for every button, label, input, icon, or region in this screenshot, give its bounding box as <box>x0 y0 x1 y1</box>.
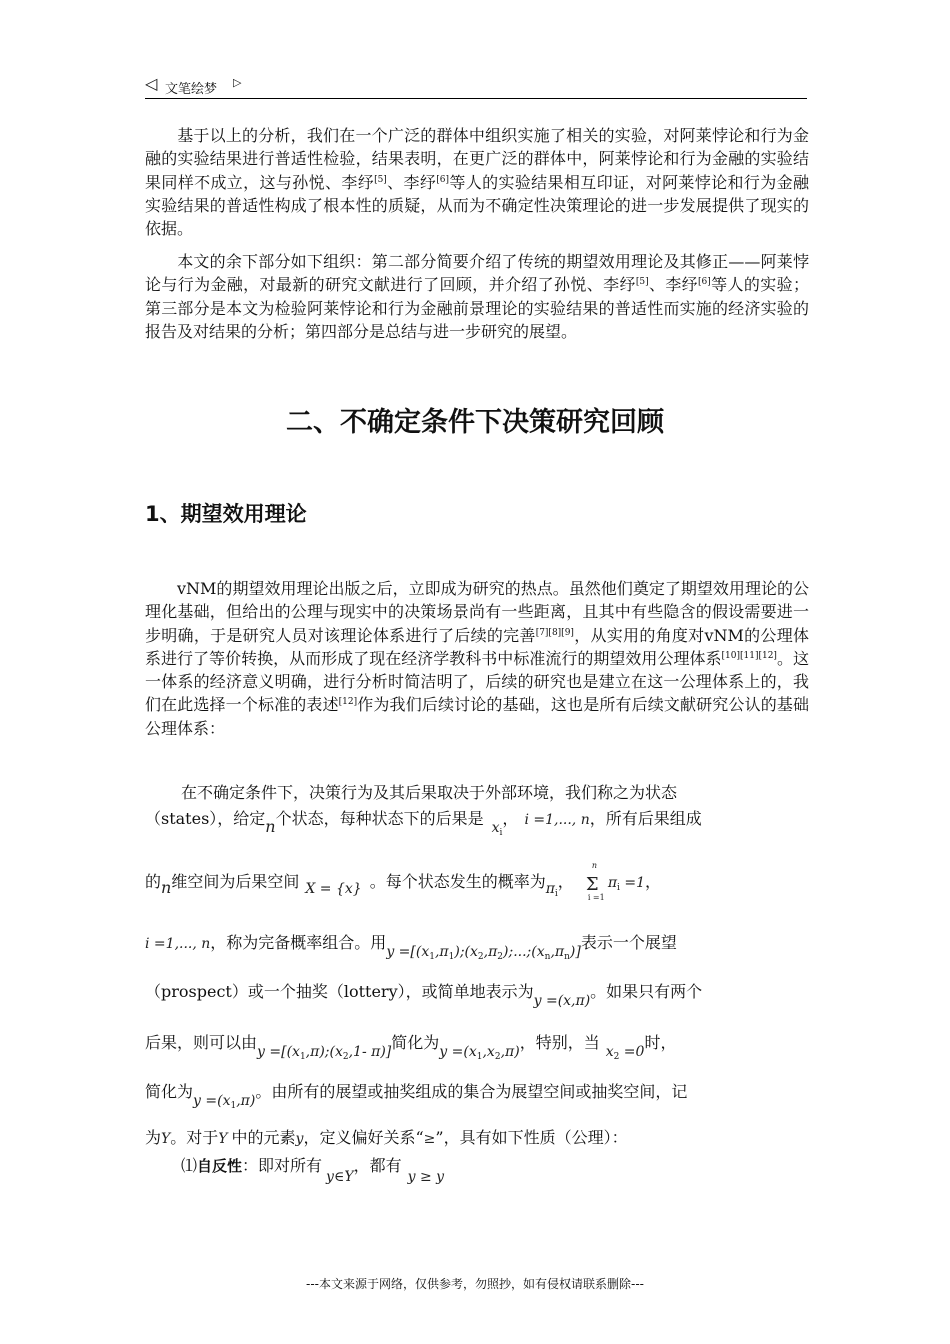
citation: [5] <box>635 277 649 288</box>
body-line-preference: 为Y。对于Y 中的元素y，定义偏好关系“≥”，具有如下性质（公理）： <box>145 1128 628 1147</box>
header-title: 文笔绘梦 <box>165 82 218 97</box>
citation: [12] <box>338 697 358 708</box>
body-line-states: 在不确定条件下，决策行为及其后果取决于外部环境，我们称之为状态 <box>181 783 678 802</box>
body-line-outcome-space: 的n维空间为后果空间 X = {x} 。每个状态发生的概率为$\pi_i$， n Σ i =1 $\pi_i =1$， <box>145 861 662 902</box>
intro-paragraph-2: 本文的余下部分如下组织：第二部分简要介绍了传统的期望效用理论及其修正——阿莱悖论与行为金融，对最新的研究文献进行了回顾，并介绍了孙悦、李纾[5]、李纾[6]等人的实验；第三部分是本文为检验阿莱悖论和行为金融前景理论的实验结果的普适性而实施的经济实验的报告及对结果的分析；第四部分是总结与进一步研究的展望。 <box>145 252 809 341</box>
body-line-two-outcomes: 后果，则可以由$y =[(x_1,\pi);(x_2,1-$ π)]简化为$y =(x_1,x_2,\pi)$，特别，当 $x_2 =0$时， <box>145 1033 677 1062</box>
page-header <box>145 72 807 99</box>
page-footer: ---本文来源于网络，仅供参考，勿照抄，如有侵权请联系删除--- <box>306 1277 644 1291</box>
body-line-prospect-space: 简化为$y =(x_1,\pi)$。由所有的展望或抽奖组成的集合为展望空间或抽奖空间，记 <box>145 1082 688 1111</box>
body-line-prospect: i =1,..., n，称为完备概率组合。用$y =[(x_1,\pi_1);(x_2,\pi_2);...;(x_n,\pi_n)]$表示一个展望 <box>145 933 677 962</box>
citation: [6] <box>436 174 450 185</box>
section-title: 二、不确定条件下决策研究回顾 <box>286 407 664 438</box>
body-paragraph-vnm: vNM的期望效用理论出版之后，立即成为研究的热点。虽然他们奠定了期望效用理论的公理化基础，但给出的公理与现实中的决策场景尚有一些距离，且其中有些隐含的假设需要进一步明确，于是研究人员对该理论体系进行了后续的完善[7][8][9]，从实用的角度对vNM的公理体系进行了等价转换，从而形成了现在经济学教科书中标准流行的期望效用公理体系[10][11][12]。这一体系的经济意义明确，进行分析时简洁明了，后续的研究也是建立在这一公理体系上的，我们在此选择一个标准的表述[12]作为我们后续讨论的基础，这也是所有后续文献研究公认的基础公理体系： <box>145 579 809 738</box>
citation: [5] <box>374 174 387 185</box>
intro-paragraph-1: 基于以上的分析，我们在一个广泛的群体中组织实施了相关的实验，对阿莱悖论和行为金融的实验结果进行普适性检验，结果表明，在更广泛的群体中，阿莱悖论和行为金融的实验结果同样不成立，这与孙悦、李纾[5]、李纾[6]等人的实验结果相互印证，对阿莱悖论和行为金融实验结果的普适性构成了根本性的质疑，从而为不确定性决策理论的进一步发展提供了现实的依据。 <box>145 126 809 239</box>
subsection-title: 1、期望效用理论 <box>145 502 307 526</box>
body-line-reflexivity: ⑴自反性：即对所有y∈Y，都有y ≥ y <box>181 1156 445 1185</box>
axiom-label: 自反性 <box>197 1157 243 1175</box>
citation: [6] <box>698 277 711 288</box>
summation: n Σ i =1 <box>585 861 605 902</box>
citation: [7][8][9] <box>535 627 574 638</box>
triangle-left-icon: ◁ <box>145 74 158 93</box>
citation: [10][11][12] <box>721 650 777 661</box>
body-line-lottery: （prospect）或一个抽奖（lottery），或简单地表示为y =(x,π)。如果只有两个 <box>145 982 703 1009</box>
triangle-right-icon: ▷ <box>233 76 242 89</box>
body-line-states-2: （states），给定n个状态，每种状态下的后果是 $x_i$， i =1,..., n，所有后果组成 <box>145 809 702 838</box>
